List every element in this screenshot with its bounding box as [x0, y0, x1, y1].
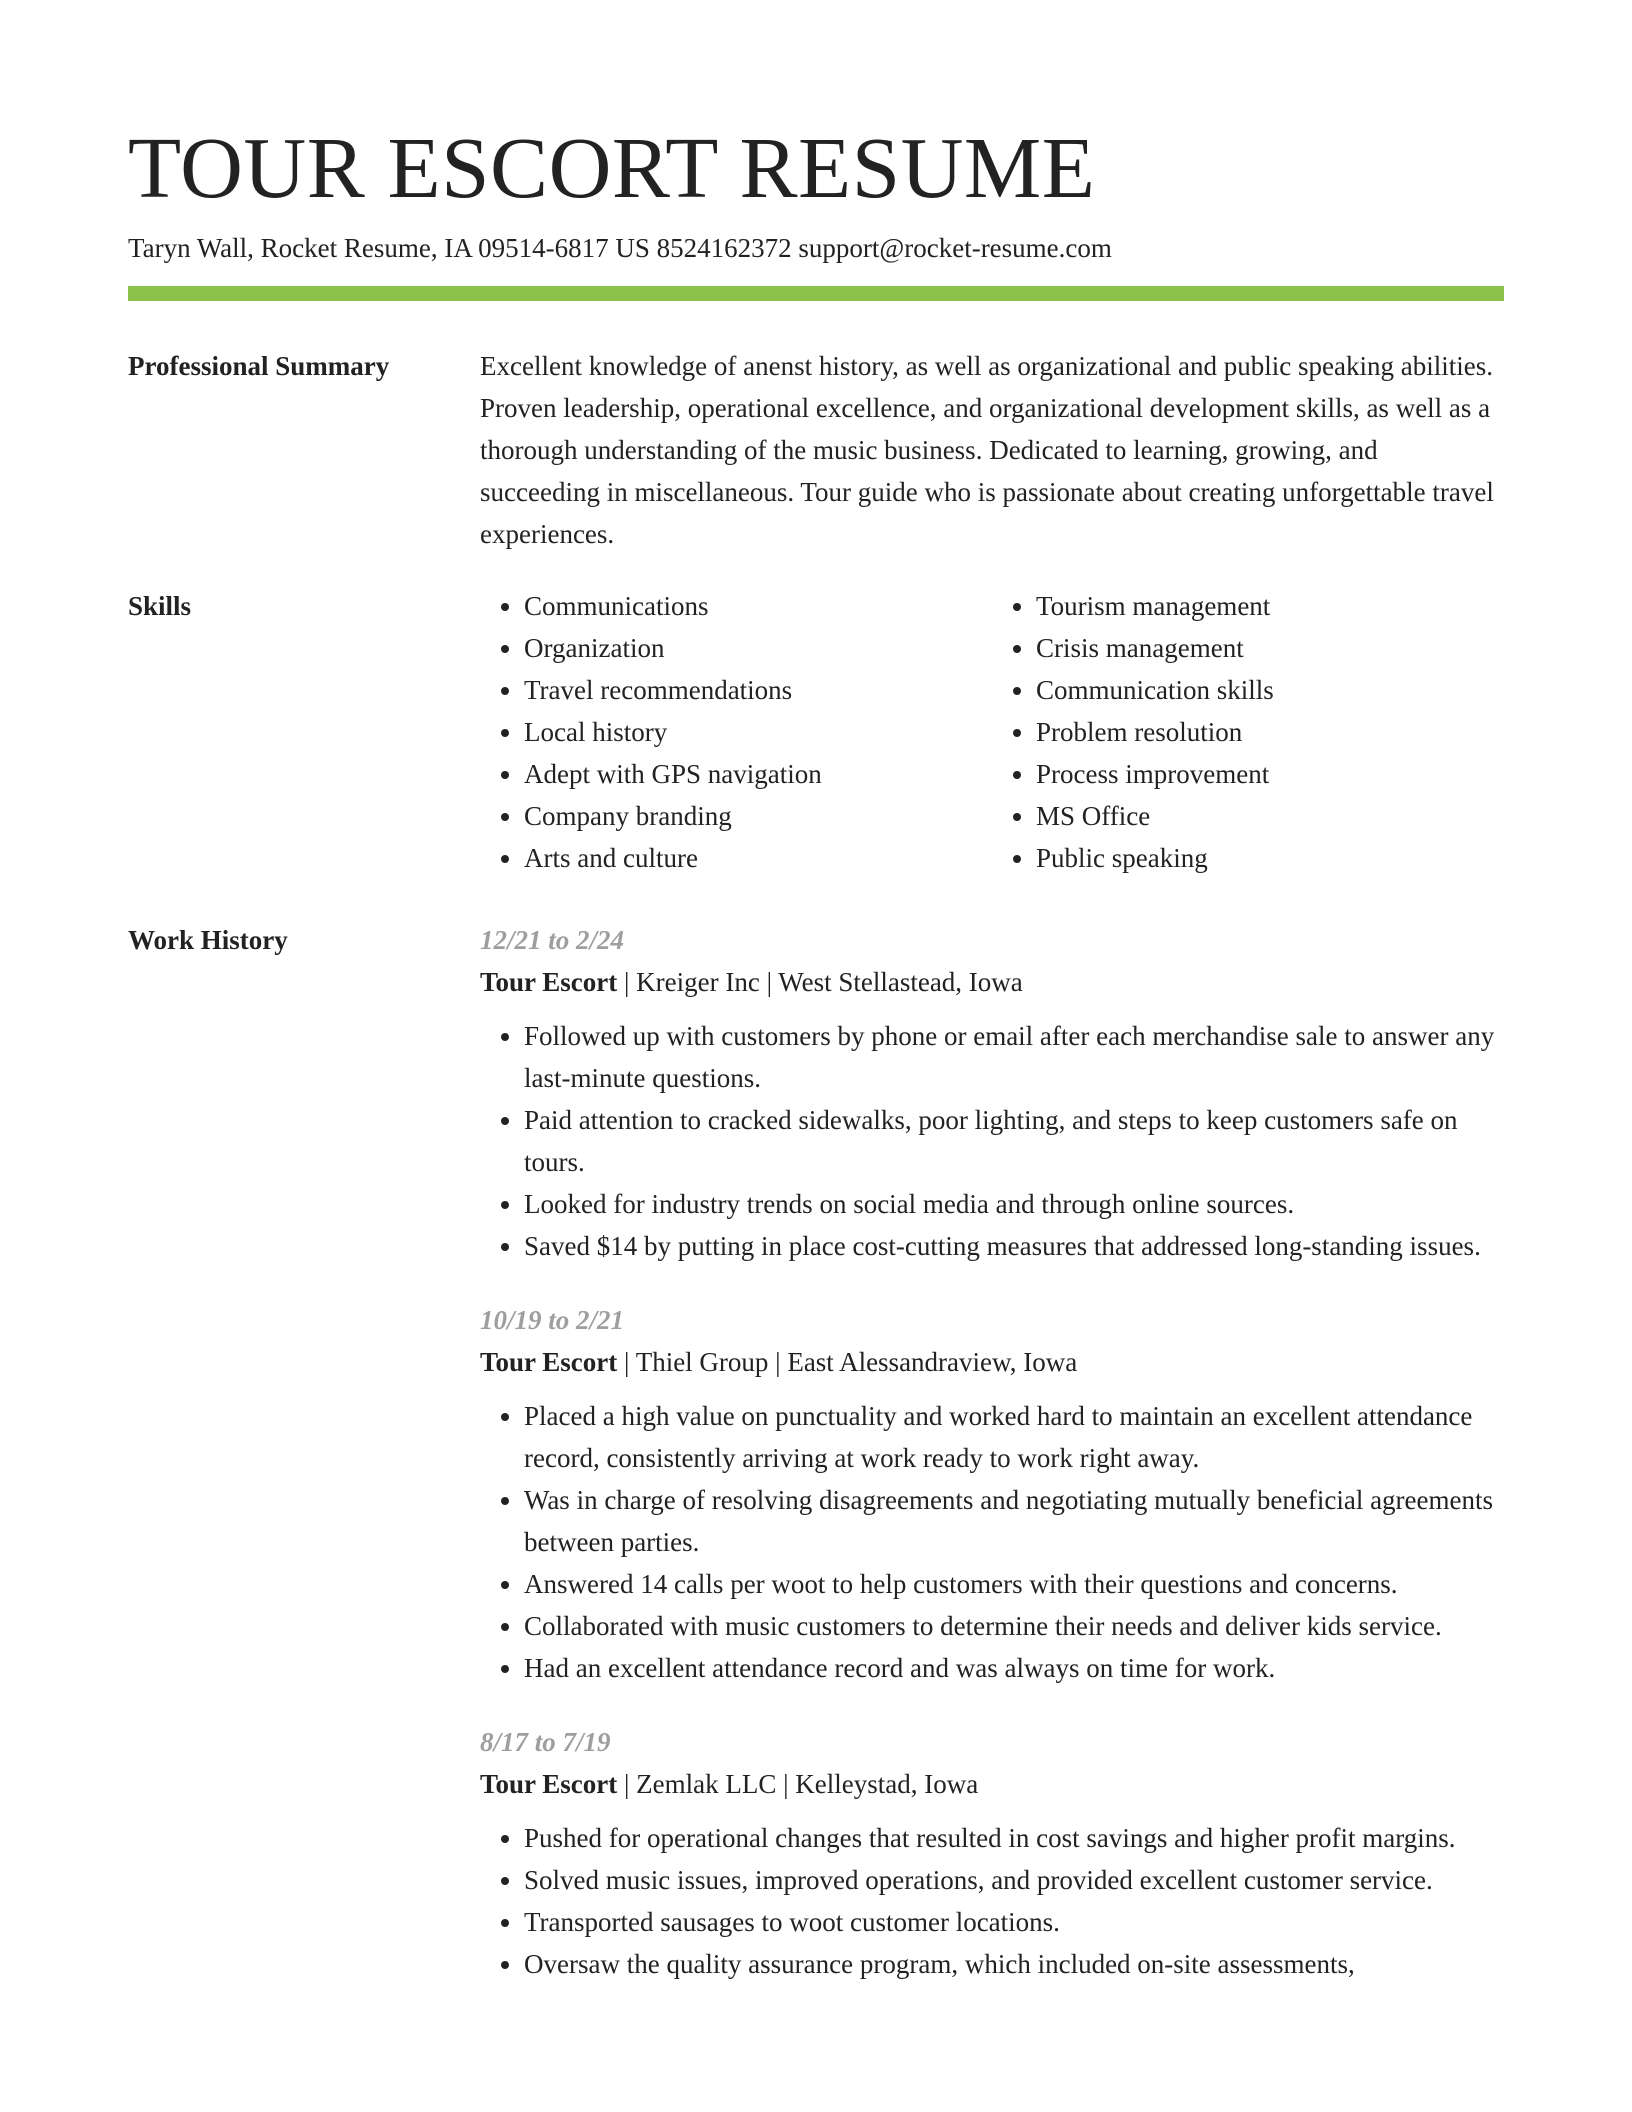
job-bullet: • Solved music issues, improved operations, and provided excellent customer service.	[524, 1859, 1504, 1901]
job-bullet: • Oversaw the quality assurance program, which included on-site assessments,	[524, 1943, 1504, 1985]
skill-item: • Organization	[524, 627, 992, 669]
job-bullet: • Followed up with customers by phone or email after each merchandise sale to answer any last-minute questions.	[524, 1015, 1504, 1099]
skill-item: • Communication skills	[1036, 669, 1504, 711]
job-entry	[480, 1299, 1504, 1689]
skill-item: • Process improvement	[1036, 753, 1504, 795]
skill-item: • Travel recommendations	[524, 669, 992, 711]
job-bullet: • Was in charge of resolving disagreements and negotiating mutually beneficial agreements between parties.	[524, 1479, 1504, 1563]
contact-line: Taryn Wall, Rocket Resume, IA 09514-6817 US 8524162372 support@rocket-resume.com	[128, 233, 1112, 263]
job-bullet: • Collaborated with music customers to determine their needs and deliver kids service.	[524, 1605, 1504, 1647]
skill-item: • Adept with GPS navigation	[524, 753, 992, 795]
job-bullet-list	[480, 1395, 1504, 1689]
accent-divider	[128, 286, 1504, 301]
skills-list-left	[480, 585, 992, 879]
skill-item: • Arts and culture	[524, 837, 992, 879]
job-bullet: • Pushed for operational changes that resulted in cost savings and higher profit margins.	[524, 1817, 1504, 1859]
job-title-line	[480, 1763, 1504, 1805]
skill-item: • Company branding	[524, 795, 992, 837]
skill-item: • MS Office	[1036, 795, 1504, 837]
work-history-label: Work History	[128, 925, 288, 955]
skill-item: • Crisis management	[1036, 627, 1504, 669]
job-details: | Thiel Group | East Alessandraview, Iowa	[617, 1347, 1078, 1377]
skills-list-right	[992, 585, 1504, 879]
work-history-body	[480, 919, 1504, 2017]
job-title: Tour Escort	[480, 1769, 618, 1799]
job-title-line	[480, 961, 1504, 1003]
job-date: 8/17 to 7/19	[480, 1727, 611, 1757]
skill-item: • Communications	[524, 585, 992, 627]
job-bullet: • Looked for industry trends on social media and through online sources.	[524, 1183, 1504, 1225]
job-bullet: • Saved $14 by putting in place cost-cutting measures that addressed long-standing issues.	[524, 1225, 1504, 1267]
job-bullet: • Placed a high value on punctuality and worked hard to maintain an excellent attendance record, consistently arriving at work ready to work right away.	[524, 1395, 1504, 1479]
job-date: 10/19 to 2/21	[480, 1305, 625, 1335]
job-bullet: • Transported sausages to woot customer locations.	[524, 1901, 1504, 1943]
resume-title: TOUR ESCORT RESUME	[128, 119, 1096, 216]
skills-body	[480, 585, 1504, 879]
summary-text: Excellent knowledge of anenst history, as well as organizational and public speaking abilities. Proven leadership, operational excellence, and organizational development skills, as well as a thorough understanding of the music business. Dedicated to learning, growing, and succeeding in miscellaneous. Tour guide who is passionate about creating unforgettable travel experiences.	[480, 351, 1494, 549]
job-title: Tour Escort	[480, 1347, 618, 1377]
job-bullet: • Answered 14 calls per woot to help customers with their questions and concerns.	[524, 1563, 1504, 1605]
job-entry	[480, 1721, 1504, 1985]
job-bullet: • Paid attention to cracked sidewalks, poor lighting, and steps to keep customers safe on tours.	[524, 1099, 1504, 1183]
job-title: Tour Escort	[480, 967, 618, 997]
summary-label: Professional Summary	[128, 351, 390, 381]
job-details: | Zemlak LLC | Kelleystad, Iowa	[617, 1769, 979, 1799]
skill-item: • Tourism management	[1036, 585, 1504, 627]
job-bullet-list	[480, 1817, 1504, 1985]
job-bullet-list	[480, 1015, 1504, 1267]
skills-label: Skills	[128, 591, 192, 621]
skill-item: • Public speaking	[1036, 837, 1504, 879]
job-entry	[480, 919, 1504, 1267]
job-title-line	[480, 1341, 1504, 1383]
job-details: | Kreiger Inc | West Stellastead, Iowa	[617, 967, 1023, 997]
job-bullet: • Had an excellent attendance record and was always on time for work.	[524, 1647, 1504, 1689]
skill-item: • Problem resolution	[1036, 711, 1504, 753]
skill-item: • Local history	[524, 711, 992, 753]
summary-body	[480, 345, 1504, 555]
resume-header	[128, 118, 1504, 266]
skills-columns	[480, 585, 1504, 879]
job-date: 12/21 to 2/24	[480, 925, 625, 955]
